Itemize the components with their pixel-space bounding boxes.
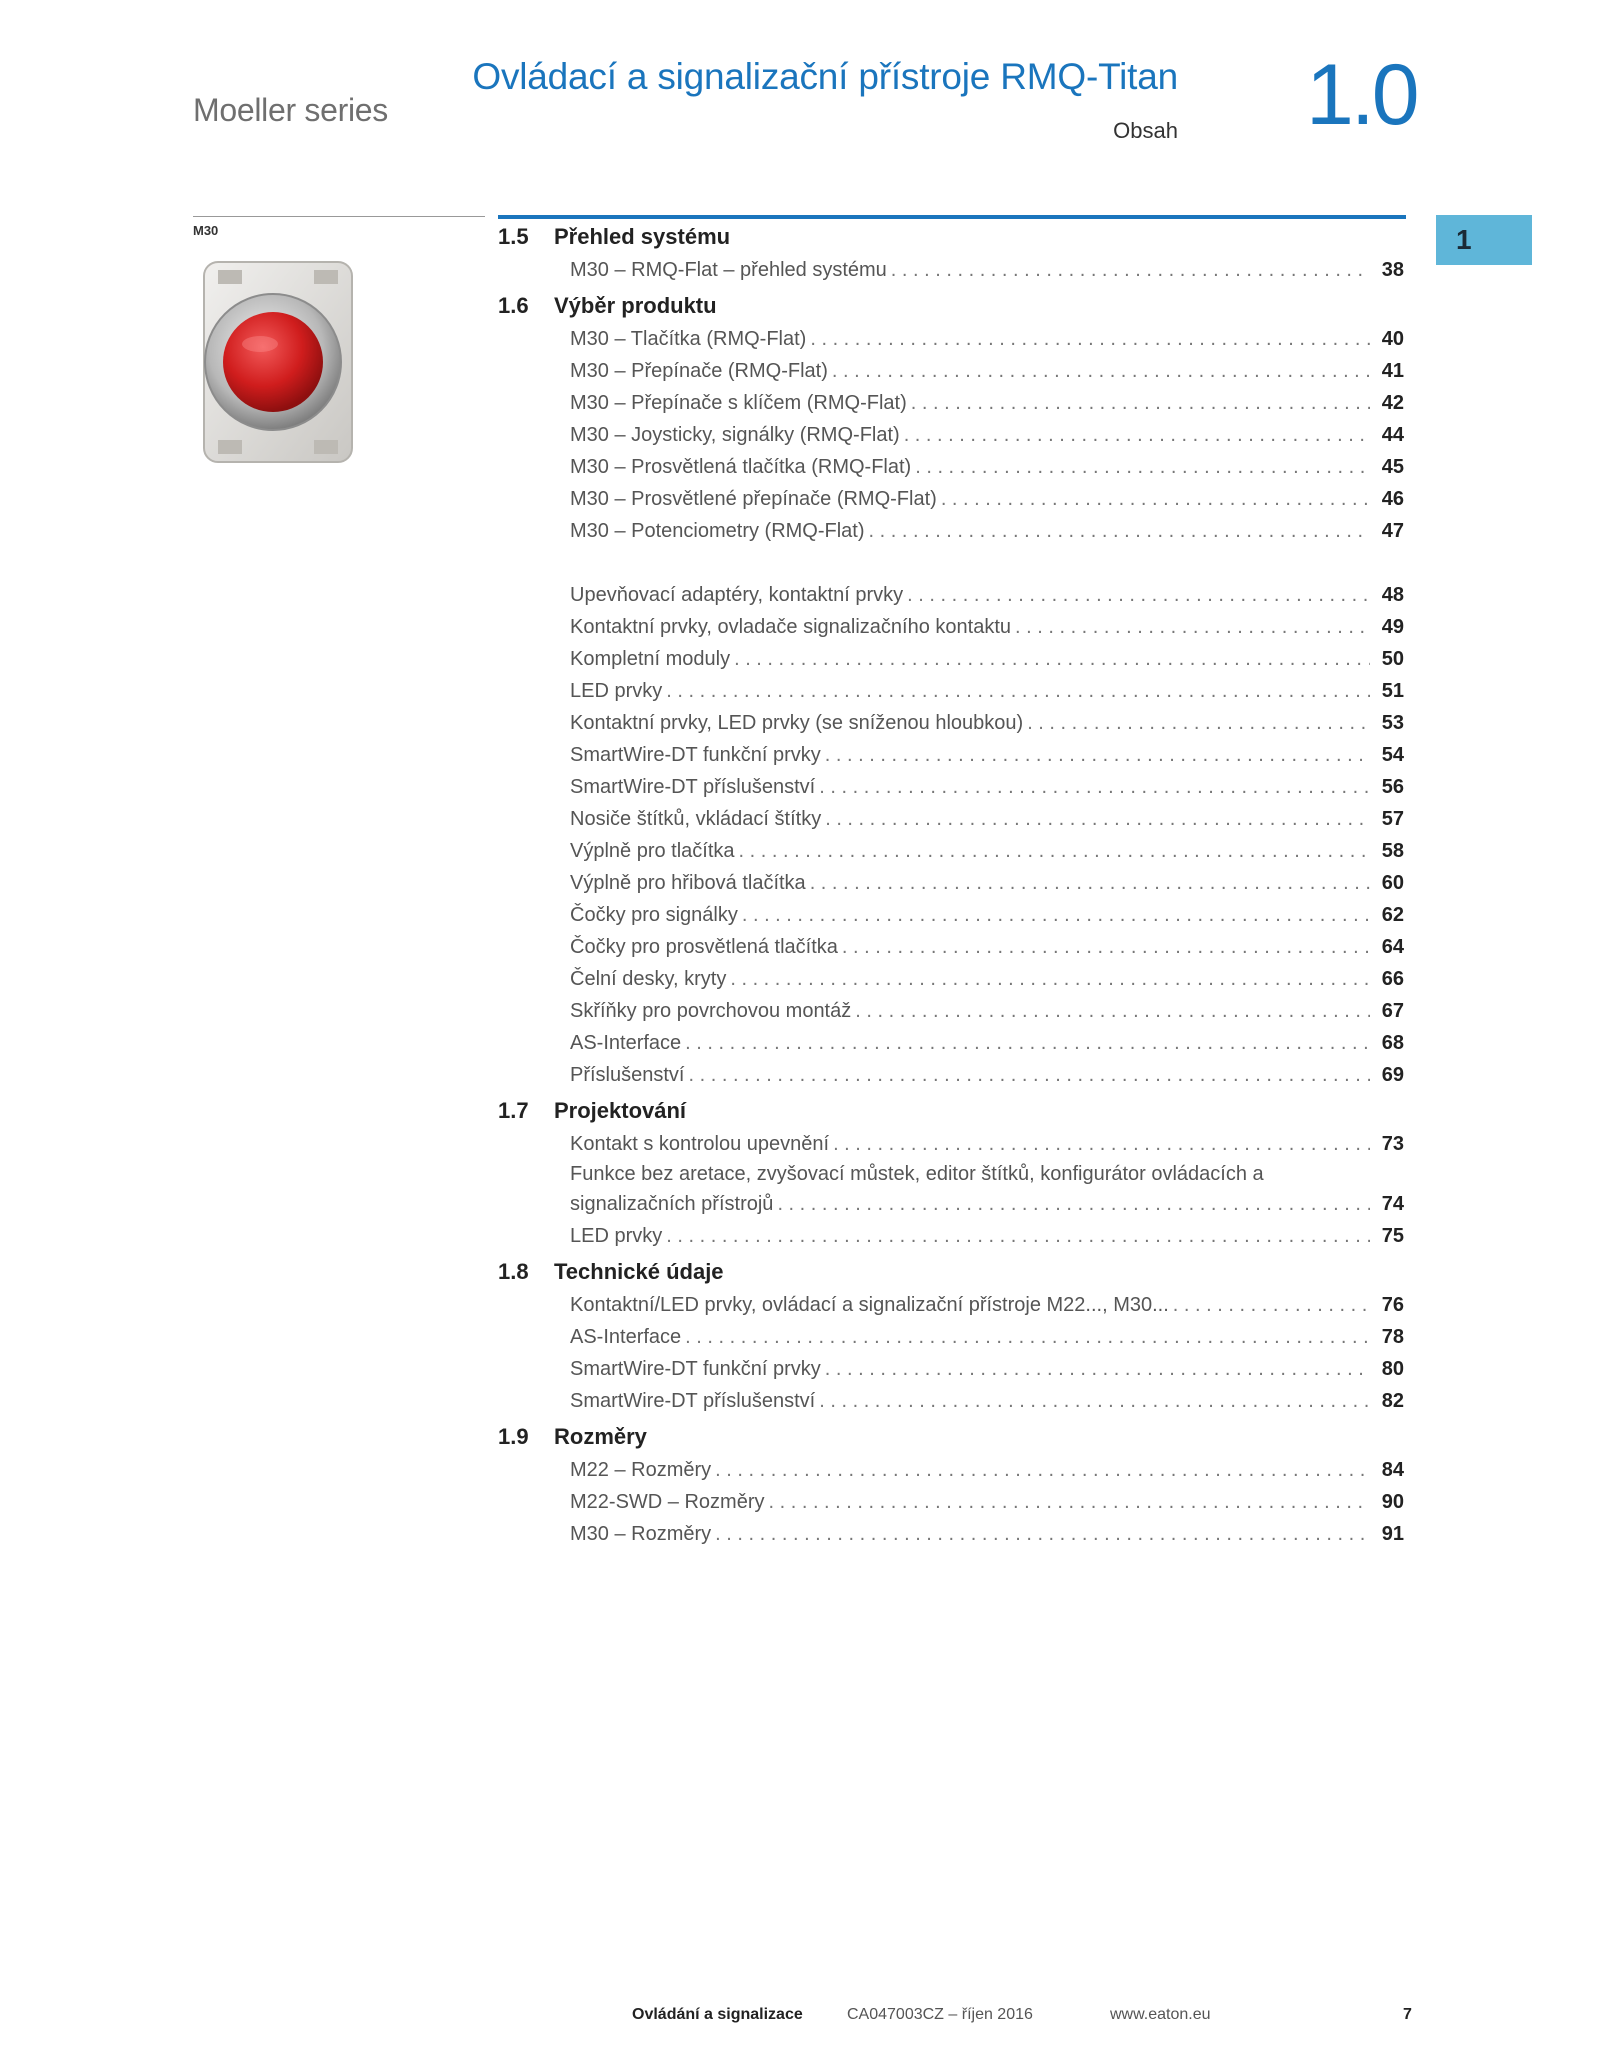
toc-section-heading[interactable]: 1.9 Rozměry (498, 1424, 647, 1449)
document-subtitle: Obsah (1113, 118, 1178, 143)
toc-entry[interactable]: M22-SWD – Rozměry . . . 90 (570, 1486, 1406, 1518)
toc-entry[interactable]: LED prvky . . . 51 (570, 675, 1406, 707)
toc-entry[interactable]: Čočky pro prosvětlená tlačítka . . . 64 (570, 931, 1406, 963)
toc-entry[interactable]: M30 – Joysticky, signálky (RMQ-Flat) . . . 44 (570, 419, 1406, 451)
toc-entry[interactable]: Kontaktní prvky, LED prvky (se sníženou hloubkou) . . . 53 (570, 707, 1406, 739)
toc-entry[interactable]: M30 – Prosvětlená tlačítka (RMQ-Flat) . . . 45 (570, 451, 1406, 483)
toc-entry[interactable]: Kontakt s kontrolou upevnění . . . 73 (570, 1128, 1406, 1160)
toc-entry[interactable]: Výplně pro tlačítka . . . 58 (570, 835, 1406, 867)
footer-url[interactable]: www.eaton.eu (1110, 2006, 1211, 2023)
toc-entry[interactable]: M30 – Rozměry . . . 91 (570, 1518, 1406, 1550)
toc-entry[interactable]: SmartWire-DT funkční prvky . . . 80 (570, 1353, 1406, 1385)
toc-entry[interactable]: M30 – Potenciometry (RMQ-Flat) . . . 47 (570, 515, 1406, 547)
toc-entry[interactable]: Nosiče štítků, vkládací štítky . . . 57 (570, 803, 1406, 835)
toc-entry[interactable]: LED prvky . . . 75 (570, 1220, 1406, 1252)
toc-entry[interactable]: Příslušenství . . . 69 (570, 1059, 1406, 1091)
toc-entry[interactable]: M30 – Přepínače s klíčem (RMQ-Flat) . . . 42 (570, 387, 1406, 419)
footer-document-code: CA047003CZ – říjen 2016 (847, 2006, 1033, 2023)
toc-section-heading[interactable]: 1.6 Výběr produktu (498, 293, 717, 318)
toc-entry[interactable]: M30 – Přepínače (RMQ-Flat) . . . 41 (570, 355, 1406, 387)
red-flat-pushbutton-icon (198, 258, 358, 473)
toc-section-heading[interactable]: 1.8 Technické údaje (498, 1259, 724, 1284)
toc-entry[interactable]: Čočky pro signálky . . . 62 (570, 899, 1406, 931)
toc-entry[interactable]: Kontaktní prvky, ovladače signalizačního kontaktu . . . 49 (570, 611, 1406, 643)
toc-entry[interactable]: M30 – RMQ-Flat – přehled systému . . . 38 (570, 254, 1406, 286)
toc-entry[interactable]: Výplně pro hřibová tlačítka . . . 60 (570, 867, 1406, 899)
toc-entry[interactable]: M30 – Tlačítka (RMQ-Flat) . . . 40 (570, 323, 1406, 355)
toc-entry[interactable]: Funkce bez aretace, zvyšovací můstek, editor štítků, konfigurátor ovládacích a signalizačních přístrojů . . . 74 (570, 1160, 1406, 1220)
toc-entry[interactable]: M22 – Rozměry . . . 84 (570, 1454, 1406, 1486)
series-name: Moeller series (193, 92, 388, 128)
toc-section-heading[interactable]: 1.5 Přehled systému (498, 224, 731, 249)
toc-entry[interactable]: Skříňky pro povrchovou montáž . . . 67 (570, 995, 1406, 1027)
footer-page-number: 7 (1403, 2006, 1412, 2023)
toc-entry[interactable]: Upevňovací adaptéry, kontaktní prvky . . . 48 (570, 579, 1406, 611)
toc-entry[interactable]: SmartWire-DT příslušenství . . . 82 (570, 1385, 1406, 1417)
toc-entry[interactable]: SmartWire-DT funkční prvky . . . 54 (570, 739, 1406, 771)
toc-section-heading[interactable]: 1.7 Projektování (498, 1098, 687, 1123)
toc-entry[interactable]: Kontaktní/LED prvky, ovládací a signalizační přístroje M22..., M30... . . . 76 (570, 1289, 1406, 1321)
sidebar-divider (193, 216, 485, 217)
toc-entry[interactable]: SmartWire-DT příslušenství . . . 56 (570, 771, 1406, 803)
footer-section: Ovládání a signalizace (632, 2006, 803, 2023)
table-of-contents (498, 220, 1406, 1550)
toc-entry[interactable]: M30 – Prosvětlené přepínače (RMQ-Flat) . . . 46 (570, 483, 1406, 515)
toc-entry[interactable]: Čelní desky, kryty . . . 66 (570, 963, 1406, 995)
toc-entry[interactable]: AS-Interface . . . 68 (570, 1027, 1406, 1059)
toc-top-rule (498, 215, 1406, 219)
document-title: Ovládací a signalizační přístroje RMQ-Titan (472, 56, 1178, 97)
toc-entry[interactable]: AS-Interface . . . 78 (570, 1321, 1406, 1353)
product-label: M30 (193, 223, 219, 238)
toc-entry[interactable]: Kompletní moduly . . . 50 (570, 643, 1406, 675)
toc-entry-line1: Funkce bez aretace, zvyšovací můstek, editor štítků, konfigurátor ovládacích a (570, 1163, 1264, 1185)
chapter-number: 1.0 (1306, 47, 1417, 143)
chapter-tab[interactable]: 1 (1436, 215, 1532, 265)
